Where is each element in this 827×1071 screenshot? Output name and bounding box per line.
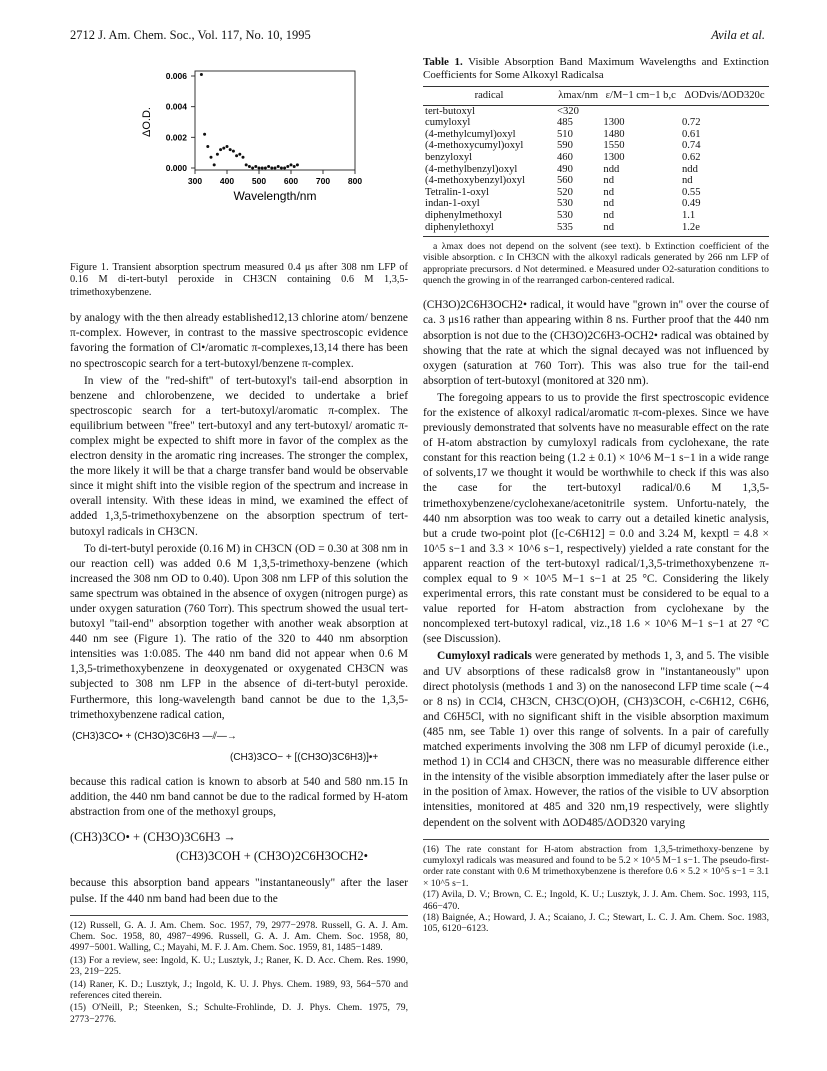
- table-cell: 1300: [603, 151, 625, 163]
- figure-caption: Figure 1. Transient absorption spectrum measured 0.4 μs after 308 nm LFP of 0.16 M di-tert-butyl peroxide in CH3CN containing 0.6 M 1,3,5-trimethoxybenzene.: [70, 262, 408, 298]
- table-row: [423, 140, 769, 152]
- table-cell: cumyloxyl: [425, 117, 471, 129]
- footnotes-right: [423, 839, 769, 935]
- table-cell: (4-methylcumyl)oxyl: [425, 128, 516, 140]
- data-point: [251, 167, 254, 170]
- absorption-table: [423, 86, 769, 237]
- table-cell: 510: [557, 128, 573, 140]
- table-cell: 1480: [603, 128, 625, 140]
- data-point: [206, 145, 209, 148]
- body-paragraph: because this absorption band appears "instantaneously" after the laser pulse. If the 440 nm band had been due to the: [70, 877, 408, 905]
- paragraph-text: were generated by methods 1, 3, and 5. The visible and UV absorptions of these radicals8 grow in "instantaneously" upon direct photolysis (methods 1 and 3) on the nanosecond LFP time scale (∼4 or 8 ns) in CCl4, CH3CN, CH3C(O)OH, (CH3)3COH, c-C6H12, C6H6, and C6H5Cl, with no significant shift in the visible absorption maximum (485 nm, see Table 1) over this range of solvents. In a pair of carefully matched experiments involving the 308 nm LFP of dicumyl peroxide (i.e., method 1) in CCl4 and CH3CN, there was no measurable difference either in the intensity of the visible absorption immediately after the laser pulse or in the position of λmax. However, the ratios of the visible to UV absorption intensities, monitored at 485 and 320 nm,19 respectively, were slightly dependent on the solvent with ΔOD485/ΔOD320 varying: [423, 650, 769, 829]
- table-cell: benzyloxyl: [425, 151, 473, 163]
- data-point: [213, 163, 216, 166]
- table-header-row: [423, 87, 769, 106]
- y-tick-label: 0.000: [165, 163, 187, 173]
- table-cell: diphenylethoxyl: [423, 222, 555, 237]
- footnote: (15) O'Neill, P.; Steenken, S.; Schulte-Frohlinde, D. J. Phys. Chem. 1975, 79, 2773−2776.: [70, 1002, 408, 1025]
- footnote: (17) Avila, D. V.; Brown, C. E.; Ingold, K. U.; Lusztyk, J. J. Am. Chem. Soc. 1993, 115, 466−470.: [423, 889, 769, 912]
- table-cell: <320: [557, 105, 579, 117]
- table-row: [423, 129, 769, 141]
- table-cell: nd: [681, 175, 693, 187]
- data-point: [296, 163, 299, 166]
- table-cell: 460: [557, 151, 573, 163]
- data-point: [232, 150, 235, 153]
- table-cell: 535: [555, 222, 601, 237]
- table-cell: 590: [557, 140, 573, 152]
- plot-frame: [195, 71, 355, 170]
- table-cell: 0.61: [681, 128, 701, 140]
- data-point: [290, 163, 293, 166]
- x-tick-label: 600: [283, 176, 299, 186]
- column-header: ΔODvis/ΔOD320c: [680, 87, 769, 106]
- figure-1: [70, 56, 408, 256]
- table-row: [423, 152, 769, 164]
- data-point: [229, 148, 232, 151]
- table-cell: 0.55: [681, 186, 701, 198]
- x-tick-label: 700: [315, 176, 331, 186]
- header-citation: 2712 J. Am. Chem. Soc., Vol. 117, No. 10, 1995: [70, 28, 311, 42]
- table-cell: diphenylmethoxyl: [425, 209, 503, 221]
- column-header: radical: [423, 87, 555, 106]
- y-tick-label: 0.002: [165, 132, 187, 143]
- table-cell: Tetralin-1-oxyl: [425, 186, 489, 198]
- table-cell: indan-1-oxyl: [425, 198, 480, 210]
- data-point: [267, 165, 270, 168]
- data-point: [270, 167, 273, 170]
- data-point: [200, 73, 203, 76]
- table-row: [423, 222, 769, 237]
- footnote: (14) Raner, K. D.; Lusztyk, J.; Ingold, K. U. J. Phys. Chem. 1989, 93, 564−570 and references cited therein.: [70, 978, 408, 1002]
- table-cell: (4-methoxybenzyl)oxyl: [425, 175, 526, 187]
- reaction-scheme-2: [70, 830, 408, 864]
- body-paragraph: The foregoing appears to us to provide the first spectroscopic evidence for the existence of alkoxyl radical/aromatic π-com-plexes. Since we have previously demonstrated that solvents have no measurable effect on the rate of H-atom abstraction by cumyloxyl radicals from cyclohexane, the rate constant for this reaction being (1.2 ± 0.1) × 10^6 M−1 s−1 in a wide range of solvents,17 we thought it would be worthwhile to check if this was also the case for the tert-butoxyl radical/0.6 M 1,3,5-trimethoxybenzene/cyclohexane/acetonitrile system. Unfortu-nately, the 440 nm absorption was too weak to carry out a detailed kinetic analysis, but a crude two-point plot ([c-C6H12] = 0.0 and 3.24 M, kexptl = 4.8 × 10^5 s−1 and 3.3 × 10^6 s−1, respectively) yielded a rate constant for the apparent reaction of the tert-butoxyl radical/1,3,5-trimethoxybenzene π-complex equal to 9 × 10^5 M−1 s−1 at 25 °C. Considering the likely experimental errors, this rate constant must be considered to be equal to a value reported for H-atom abstraction from cyclohexane by the noncomplexed tert-butoxyl radical, viz.,18 1.6 × 10^6 M−1 s−1 at 27 °C (see Discussion).: [423, 391, 769, 646]
- data-point: [283, 167, 286, 170]
- data-point: [226, 145, 229, 148]
- table-cell: ndd: [681, 163, 698, 175]
- table-title: [423, 56, 769, 82]
- footnotes-left: [70, 915, 408, 1026]
- table-row: [423, 175, 769, 187]
- spectrum-chart: [70, 56, 408, 256]
- table-cell: 0.72: [681, 117, 701, 129]
- right-column: [423, 56, 769, 935]
- body-paragraph: To di-tert-butyl peroxide (0.16 M) in CH3CN (OD = 0.30 at 308 nm in our reaction cell) was added 0.6 M 1,3,5-trimethoxy-benzene (which increased the 308 nm OD to 0.40). Upon 308 nm LFP of this solution the same spectrum was obtained in the absence of oxygen (nitrogen purge) as under oxygen saturation (760 Torr). This spectrum showed the usual tert-butoxyl "tail-end" absorption together with another weak absorption at 440 nm see (Figure 1). The ratio of the 320 to 440 nm absorption intensities was 1:0.085. The 440 nm band did not appear when 0.6 M 1,3,5-trimethoxybenzene in deoxygenated or oxygenated CH3CN was subjected to 308 nm LFP in the absence of di-tert-butyl peroxide. Furthermore, this long-wavelength band cannot be due to the 1,3,5-trimethoxybenzene radical cation,: [70, 542, 408, 721]
- data-point: [222, 147, 225, 150]
- footnote: (12) Russell, G. A. J. Am. Chem. Soc. 1957, 79, 2977−2978. Russell, G. A. J. Am. Chem. Soc. 1958, 80, 4987−4996. Russell, G. A. J. Am. Chem. Soc. 1958, 80, 4997−5001. Walling, C.; Mayahi, M. F. J. Am. Chem. Soc. 1959, 81, 1485−1489.: [70, 919, 408, 954]
- table-row: [423, 187, 769, 199]
- x-tick-label: 300: [187, 176, 203, 186]
- table-cell: 1.2e: [680, 222, 769, 237]
- table-cell: 0.62: [681, 151, 701, 163]
- table-cell: 490: [557, 163, 573, 175]
- table-cell: tert-butoxyl: [425, 105, 476, 117]
- table-cell: 0.74: [681, 140, 701, 152]
- data-point: [280, 167, 283, 170]
- scheme-line: (CH3)3CO• + (CH3O)3C6H3 —⫽—→: [72, 730, 237, 742]
- table-cell: nd: [603, 209, 614, 221]
- data-point: [245, 163, 248, 166]
- x-tick-label: 500: [251, 176, 267, 186]
- scheme-line: (CH3)3CO− + [(CH3O)3C6H3)]•+: [230, 751, 379, 763]
- data-point: [258, 167, 261, 170]
- reaction-scheme-1: [70, 729, 408, 765]
- y-tick-label: 0.006: [165, 71, 187, 81]
- data-point: [248, 165, 251, 168]
- data-point: [264, 167, 267, 170]
- data-point: [254, 165, 257, 168]
- table-row: [423, 198, 769, 210]
- data-point: [203, 133, 206, 136]
- table-cell: 560: [557, 175, 573, 187]
- data-point: [216, 153, 219, 156]
- body-paragraph: because this radical cation is known to absorb at 540 and 580 nm.15 In addition, the 440 nm band cannot be due to the radical formed by H-atom abstraction from one of the methoxyl groups,: [70, 775, 408, 819]
- data-point: [235, 154, 238, 157]
- table-cell: 530: [557, 209, 573, 221]
- body-paragraph: In view of the "red-shift" of tert-butoxyl's tail-end absorption in benzene and chlorobenzene, we decided to undertake a brief spectroscopic search for a tert-butoxyl/aromatic π-complex. The equilibrium between "free" tert-butoxyl and any tert-butoxyl/ aromatic π-complex might be expected to shift more in favor of the complex as the electron density in the aromatic ring increases. The stronger the complex, the more likely it will be that a charge transfer band would be observable since it might shift into the visible region of the spectrum and increase in overall intensity. With these ideas in mind, we examined the effect of added 1,3,5-trimethoxybenzene on the absorption spectrum of tert-butoxyl radicals in CH3CN.: [70, 374, 408, 538]
- table-label: Table 1.: [423, 56, 463, 68]
- data-point: [274, 167, 277, 170]
- section-lead: Cumyloxyl radicals: [437, 650, 532, 663]
- y-axis-label: ΔO.D.: [141, 107, 153, 137]
- table-cell: nd: [603, 175, 614, 187]
- footnote: (16) The rate constant for H-atom abstraction from 1,3,5-trimethoxy-benzene by cumyloxyl radicals was measured and found to be 5.2 × 10^5 M−1 s−1. The pseudo-first-order rate constant with 0.6 M trimethoxybenzene is therefore 0.6 × 5.2 × 10^5 s−1 = 3.1 × 10^5 s−1.: [423, 843, 769, 889]
- table-cell: nd: [603, 198, 614, 210]
- x-axis-label: Wavelength/nm: [233, 189, 317, 203]
- column-header: ε/M−1 cm−1 b,c: [601, 87, 680, 106]
- header-authors: Avila et al.: [711, 28, 765, 42]
- data-point: [210, 156, 213, 159]
- data-point: [261, 167, 264, 170]
- data-point: [277, 165, 280, 168]
- footnote: (13) For a review, see: Ingold, K. U.; Lusztyk, J.; Raner, K. D. Acc. Chem. Res. 1990, 23, 219−225.: [70, 954, 408, 978]
- column-header: λmax/nm: [555, 87, 601, 106]
- table-cell: nd: [601, 222, 680, 237]
- table-row: [423, 105, 769, 117]
- body-paragraph: by analogy with the then already established12,13 chlorine atom/ benzene π-complex. However, in contrast to the massive spectroscopic evidence favoring the formation of Cl•/aromatic π-complexes,13,14 there has been no spectroscopic search for a tert-butoxyl/benzene π-complex.: [70, 312, 408, 370]
- data-point: [286, 165, 289, 168]
- table-caption: Visible Absorption Band Maximum Wavelengths and Extinction Coefficients for Some Alkoxyl Radicalsa: [423, 56, 769, 81]
- table-cell: [680, 105, 769, 117]
- table-cell: 530: [557, 198, 573, 210]
- data-point: [242, 156, 245, 159]
- left-column: [70, 56, 408, 1026]
- table-cell: (4-methylbenzyl)oxyl: [425, 163, 518, 175]
- table-cell: ndd: [603, 163, 620, 175]
- table-cell: 520: [557, 186, 573, 198]
- table-row: [423, 210, 769, 222]
- table-cell: 1.1: [681, 209, 696, 221]
- data-point: [293, 165, 296, 168]
- table-footnotes: a λmax does not depend on the solvent (see text). b Extinction coefficient of the visible absorption. c In CH3CN with the alkoxyl radicals generated by 266 nm LFP of appropriate precursors. d Not determined. e Measured under O2-saturation conditions to quench the growing in of the rearranged carbon-centered radical.: [423, 241, 769, 287]
- table-row: [423, 117, 769, 129]
- table-cell: (4-methoxycumyl)oxyl: [425, 140, 524, 152]
- table-cell: 1550: [603, 140, 625, 152]
- table-cell: 485: [557, 117, 573, 129]
- table-cell: 0.49: [681, 198, 701, 210]
- data-point: [238, 153, 241, 156]
- data-point: [219, 148, 222, 151]
- y-tick-label: 0.004: [165, 101, 187, 112]
- body-paragraph: [423, 649, 769, 830]
- table-cell: nd: [603, 186, 614, 198]
- table-cell: 1300: [603, 117, 625, 129]
- table-cell: [601, 105, 680, 117]
- table-row: [423, 164, 769, 176]
- x-tick-label: 400: [219, 176, 235, 186]
- scheme-line: (CH3)3CO• + (CH3O)3C6H3 →: [70, 830, 236, 845]
- scheme-line: (CH3)3COH + (CH3O)2C6H3OCH2•: [176, 849, 368, 864]
- body-paragraph: (CH3O)2C6H3OCH2• radical, it would have "grown in" over the course of ca. 3 μs16 rather than appearing within 8 ns. Further proof that the 440 nm absorption is not due to the (CH3O)2C6H3-OCH2• radical was obtained by showing that the rate at which the signal decayed was not influenced by oxygen (saturation at 760 Torr). This was also true for the tail-end absorption of tert-butoxyl (monitored at 320 nm).: [423, 299, 769, 387]
- footnote: (18) Baignée, A.; Howard, J. A.; Scaiano, J. C.; Stewart, L. C. J. Am. Chem. Soc. 1983, 105, 6120−6123.: [423, 912, 769, 935]
- x-tick-label: 800: [347, 176, 363, 186]
